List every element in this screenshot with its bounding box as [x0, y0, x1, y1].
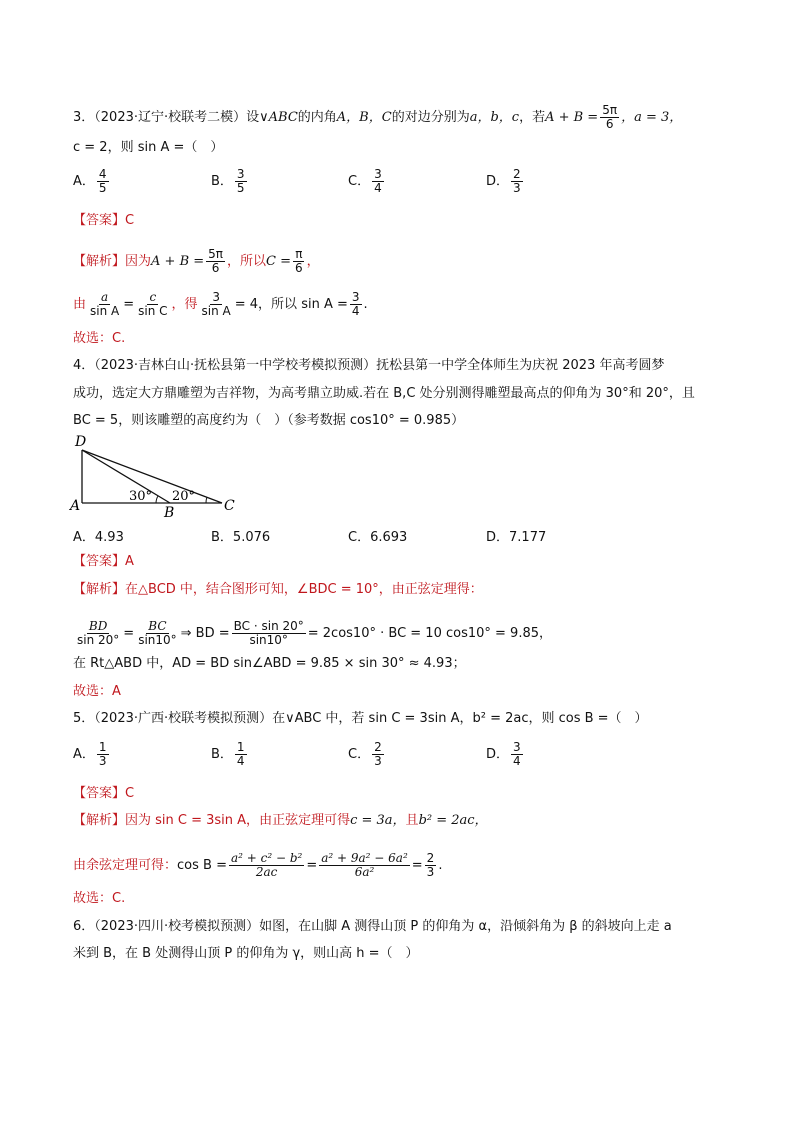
- q4-stem-line3: BC = 5，则该雕塑的高度约为（ ）（参考数据 cos10° = 0.985）: [73, 413, 465, 428]
- q4-analysis-line1: 【解析】在△BCD 中，结合图形可知，∠BDC = 10°，由正弦定理得：: [73, 582, 483, 597]
- angle-label-30: 30°: [129, 489, 153, 504]
- q3-option-a[interactable]: A． $\frac{4}{5}$: [73, 167, 107, 195]
- q4-option-c[interactable]: C．6.693: [348, 530, 408, 545]
- q4-analysis-line3: 在 Rt△ABD 中，AD = BD sin∠ABD = 9.85 × sin 30° ≈ 4.93；: [73, 656, 466, 671]
- q4-stem-line2: 成功，选定大方鼎雕塑为吉祥物，为高考鼎立助威.若在 B,C 处分别测得雕塑最高点的仰角为 30°和 20°，且: [73, 386, 695, 401]
- q3-analysis-line2: 由 $\frac{a}{\text{sin A}}$ = $\frac{c}{\text{sin C}}$ ，得 $\frac{3}{\text{sin A}}$ = 4，所以 sin A = $\frac{3}{4}$ .: [73, 290, 368, 318]
- q3-analysis-line1: 【解析】因为A + B = $\frac{5\pi}{6}$ ，所以C = $\frac{\pi}{6}$ ，: [73, 247, 320, 275]
- q6-stem-line2: 米到 B，在 B 处测得山顶 P 的仰角为 γ，则山高 h =（ ）: [73, 946, 419, 961]
- q4-answer: 【答案】A: [73, 554, 134, 569]
- point-A: A: [70, 498, 81, 514]
- point-B: B: [164, 505, 175, 520]
- q3-stem-line2: c = 2，则 sin A =（ ）: [73, 140, 224, 155]
- q5-option-a[interactable]: A． $\frac{1}{3}$: [73, 740, 107, 768]
- point-D: D: [75, 434, 87, 450]
- q6-stem-line1: 6．（2023·四川·校考模拟预测）如图，在山脚 A 测得山顶 P 的仰角为 α，沿倾斜角为 β 的斜坡向上走 a: [73, 919, 672, 934]
- q4-option-d[interactable]: D．7.177: [486, 530, 547, 545]
- q3-stem-line1: 3．（2023·辽宁·校联考二模）设∨ABC的内角A，B，C的对边分别为a，b，c，若A + B = $\frac{5\pi}{6}$ ，a = 3，: [73, 103, 683, 131]
- q4-stem-line1: 4．（2023·吉林白山·抚松县第一中学校考模拟预测）抚松县第一中学全体师生为庆祝 2023 年高考圆梦: [73, 358, 665, 373]
- q3-option-c[interactable]: C． $\frac{3}{4}$: [348, 167, 382, 195]
- q5-analysis-line2: 由余弦定理可得：cos B = $\frac{\text{a² + c² − b²}}{2ac}$ = $\frac{\text{a² + 9a² − 6a²}}{\text{6a²}}$ = $\frac{2}{3}$ .: [73, 851, 443, 879]
- q4-option-a[interactable]: A．4.93: [73, 530, 124, 545]
- q5-option-b[interactable]: B． $\frac{1}{4}$: [211, 740, 245, 768]
- q5-stem: 5．（2023·广西·校联考模拟预测）在∨ABC 中，若 sin C = 3sin A，b² = 2ac，则 cos B =（ ）: [73, 711, 648, 726]
- q5-answer: 【答案】C: [73, 786, 135, 801]
- q4-choose: 故选：A: [73, 684, 121, 699]
- point-C: C: [224, 498, 235, 514]
- q5-option-d[interactable]: D． $\frac{3}{4}$: [486, 740, 521, 768]
- q3-option-d[interactable]: D． $\frac{2}{3}$: [486, 167, 521, 195]
- q3-choose: 故选：C.: [73, 331, 126, 346]
- q4-triangle-figure: [66, 432, 246, 520]
- q3-option-b[interactable]: B． $\frac{3}{5}$: [211, 167, 245, 195]
- q4-analysis-line2: $\frac{BD}{\sin 20^\circ}$ = $\frac{BC}{\sin 10^\circ}$ ⇒ BD = $\frac{BC \cdot \sin 20^\circ}{\sin 10^\circ}$ = 2cos10° · BC = 10 cos10° = 9.85，: [77, 619, 552, 647]
- q4-option-b[interactable]: B．5.076: [211, 530, 271, 545]
- fraction: $\frac{5\pi}{6}$: [602, 103, 618, 131]
- q5-choose: 故选：C.: [73, 891, 126, 906]
- angle-label-20: 20°: [172, 489, 196, 504]
- q5-analysis-line1: 【解析】因为 sin C = 3sin A，由正弦定理可得c = 3a，且b² = 2ac，: [73, 813, 488, 828]
- q3-answer: 【答案】C: [73, 213, 135, 228]
- q5-option-c[interactable]: C． $\frac{2}{3}$: [348, 740, 382, 768]
